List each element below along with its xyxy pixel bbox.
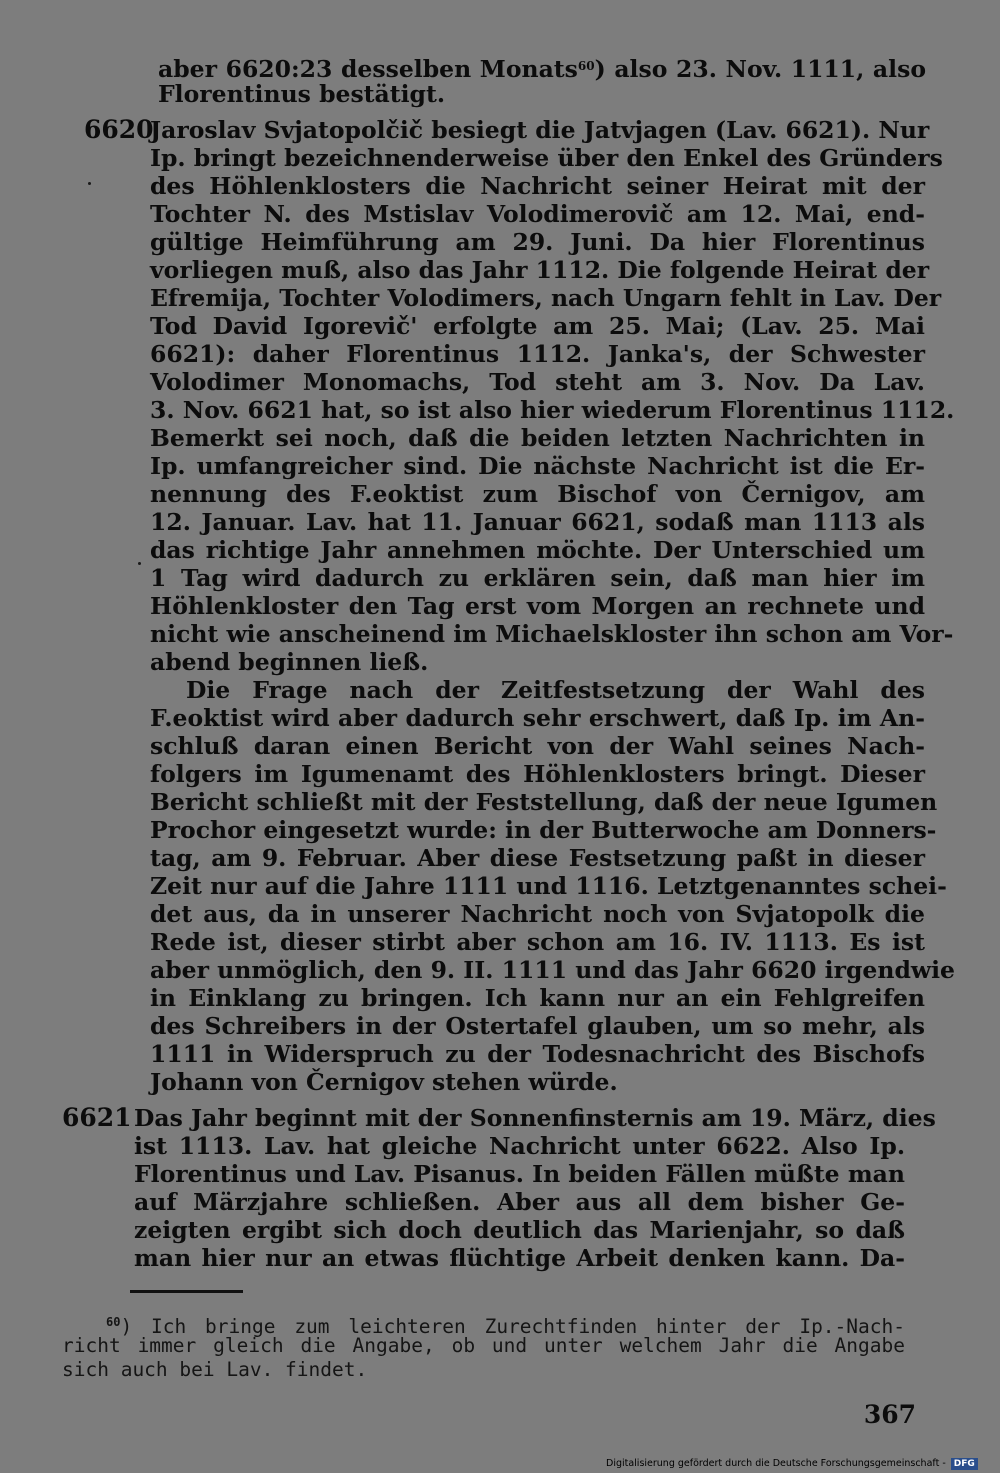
text-line: man hier nur an etwas flüchtige Arbeit denken kann. Da- bbox=[134, 1244, 905, 1272]
footnote-marker: 60 bbox=[106, 1315, 121, 1329]
text-line: des Höhlenklosters die Nachricht seiner Heirat mit der bbox=[150, 172, 925, 200]
text-line: Bemerkt sei noch, daß die beiden letzten Nachrichten in bbox=[150, 424, 925, 452]
text-line: 1 Tag wird dadurch zu erklären sein, daß man hier im bbox=[150, 564, 925, 592]
text-line: ist 1113. Lav. hat gleiche Nachricht unter 6622. Also Ip. bbox=[134, 1132, 905, 1160]
text-line: Florentinus und Lav. Pisanus. In beiden Fällen müßte man bbox=[134, 1160, 905, 1188]
text-line: das richtige Jahr annehmen möchte. Der Unterschied um bbox=[150, 536, 925, 564]
text-line: schluß daran einen Bericht von der Wahl seines Nach- bbox=[150, 732, 925, 760]
text-line: aber 6620:23 desselben Monats$^{60}$) also 23. Nov. 1111, also bbox=[158, 55, 926, 83]
text-line: 6621): daher Florentinus 1112. Janka's, der Schwester bbox=[150, 340, 925, 368]
text-line: Bericht schließt mit der Feststellung, daß der neue Igumen bbox=[150, 788, 938, 816]
text-line: Die Frage nach der Zeitfestsetzung der Wahl des bbox=[186, 676, 925, 704]
text-line: nicht wie anscheinend im Michaelskloster ihn schon am Vor- bbox=[150, 620, 954, 648]
entry-year: 6621 bbox=[62, 1103, 132, 1132]
page-number: 367 bbox=[863, 1400, 916, 1429]
text-line: Jaroslav Svjatopolčič besiegt die Jatvjagen (Lav. 6621). Nur bbox=[150, 116, 930, 144]
credit-text: Digitalisierung gefördert durch die Deutsche Forschungsgemeinschaft - bbox=[606, 1458, 946, 1469]
text-line: vorliegen muß, also das Jahr 1112. Die folgende Heirat der bbox=[150, 256, 930, 284]
text-line: Johann von Černigov stehen würde. bbox=[150, 1068, 618, 1096]
text-line: Tochter N. des Mstislav Volodimerovič am 12. Mai, end- bbox=[150, 200, 925, 228]
text-line: aber unmöglich, den 9. II. 1111 und das Jahr 6620 irgendwie bbox=[150, 956, 955, 984]
text-line: Prochor eingesetzt wurde: in der Butterwoche am Donners- bbox=[150, 816, 937, 844]
scan-speck bbox=[88, 182, 91, 185]
text-line: det aus, da in unserer Nachricht noch von Svjatopolk die bbox=[150, 900, 925, 928]
text-line: 12. Januar. Lav. hat 11. Januar 6621, sodaß man 1113 als bbox=[150, 508, 925, 536]
footnote-rule bbox=[130, 1290, 243, 1293]
text-line: 3. Nov. 6621 hat, so ist also hier wiederum Florentinus 1112. bbox=[150, 396, 955, 424]
footnote-line: sich auch bei Lav. findet. bbox=[62, 1358, 368, 1381]
text-line: 1111 in Widerspruch zu der Todesnachricht des Bischofs bbox=[150, 1040, 925, 1068]
text-line: Zeit nur auf die Jahre 1111 und 1116. Letztgenanntes schei- bbox=[150, 872, 947, 900]
footnote-marker: 60 bbox=[577, 59, 595, 73]
scan-speck bbox=[138, 562, 141, 565]
text-line: Efremija, Tochter Volodimers, nach Ungarn fehlt in Lav. Der bbox=[150, 284, 942, 312]
text-line: Tod David Igorevič' erfolgte am 25. Mai; (Lav. 25. Mai bbox=[150, 312, 925, 340]
text-line: folgers im Igumenamt des Höhlenklosters bringt. Dieser bbox=[150, 760, 925, 788]
text-line: tag, am 9. Februar. Aber diese Festsetzung paßt in dieser bbox=[150, 844, 925, 872]
text-line: des Schreibers in der Ostertafel glauben, um so mehr, als bbox=[150, 1012, 925, 1040]
text-line: in Einklang zu bringen. Ich kann nur an ein Fehlgreifen bbox=[150, 984, 925, 1012]
text-line: zeigten ergibt sich doch deutlich das Marienjahr, so daß bbox=[134, 1216, 905, 1244]
footnote-line: $^{60}$) Ich bringe zum leichteren Zurechtfinden hinter der Ip.-Nach- bbox=[106, 1315, 905, 1338]
text-line: Ip. bringt bezeichnenderweise über den Enkel des Gründers bbox=[150, 144, 943, 172]
text-line: Ip. umfangreicher sind. Die nächste Nachricht ist die Er- bbox=[150, 452, 925, 480]
text-line: Florentinus bestätigt. bbox=[158, 80, 446, 108]
entry-year: 6620 bbox=[84, 115, 154, 144]
text-line: Höhlenkloster den Tag erst vom Morgen an rechnete und bbox=[150, 592, 925, 620]
text-line: Rede ist, dieser stirbt aber schon am 16. IV. 1113. Es ist bbox=[150, 928, 925, 956]
text-line: auf Märzjahre schließen. Aber aus all dem bisher Ge- bbox=[134, 1188, 905, 1216]
text-line: abend beginnen ließ. bbox=[150, 648, 429, 676]
text-line: gültige Heimführung am 29. Juni. Da hier Florentinus bbox=[150, 228, 925, 256]
text-line: F.eoktist wird aber dadurch sehr erschwert, daß Ip. im An- bbox=[150, 704, 925, 732]
digitization-credit bbox=[606, 1455, 978, 1472]
text-line: Das Jahr beginnt mit der Sonnenfinsternis am 19. März, dies bbox=[134, 1104, 936, 1132]
text-line: nennung des F.eoktist zum Bischof von Černigov, am bbox=[150, 480, 925, 508]
dfg-logo: DFG bbox=[951, 1458, 978, 1470]
footnote-line: richt immer gleich die Angabe, ob und unter welchem Jahr die Angabe bbox=[62, 1334, 905, 1357]
text-line: Volodimer Monomachs, Tod steht am 3. Nov. Da Lav. bbox=[150, 368, 925, 396]
